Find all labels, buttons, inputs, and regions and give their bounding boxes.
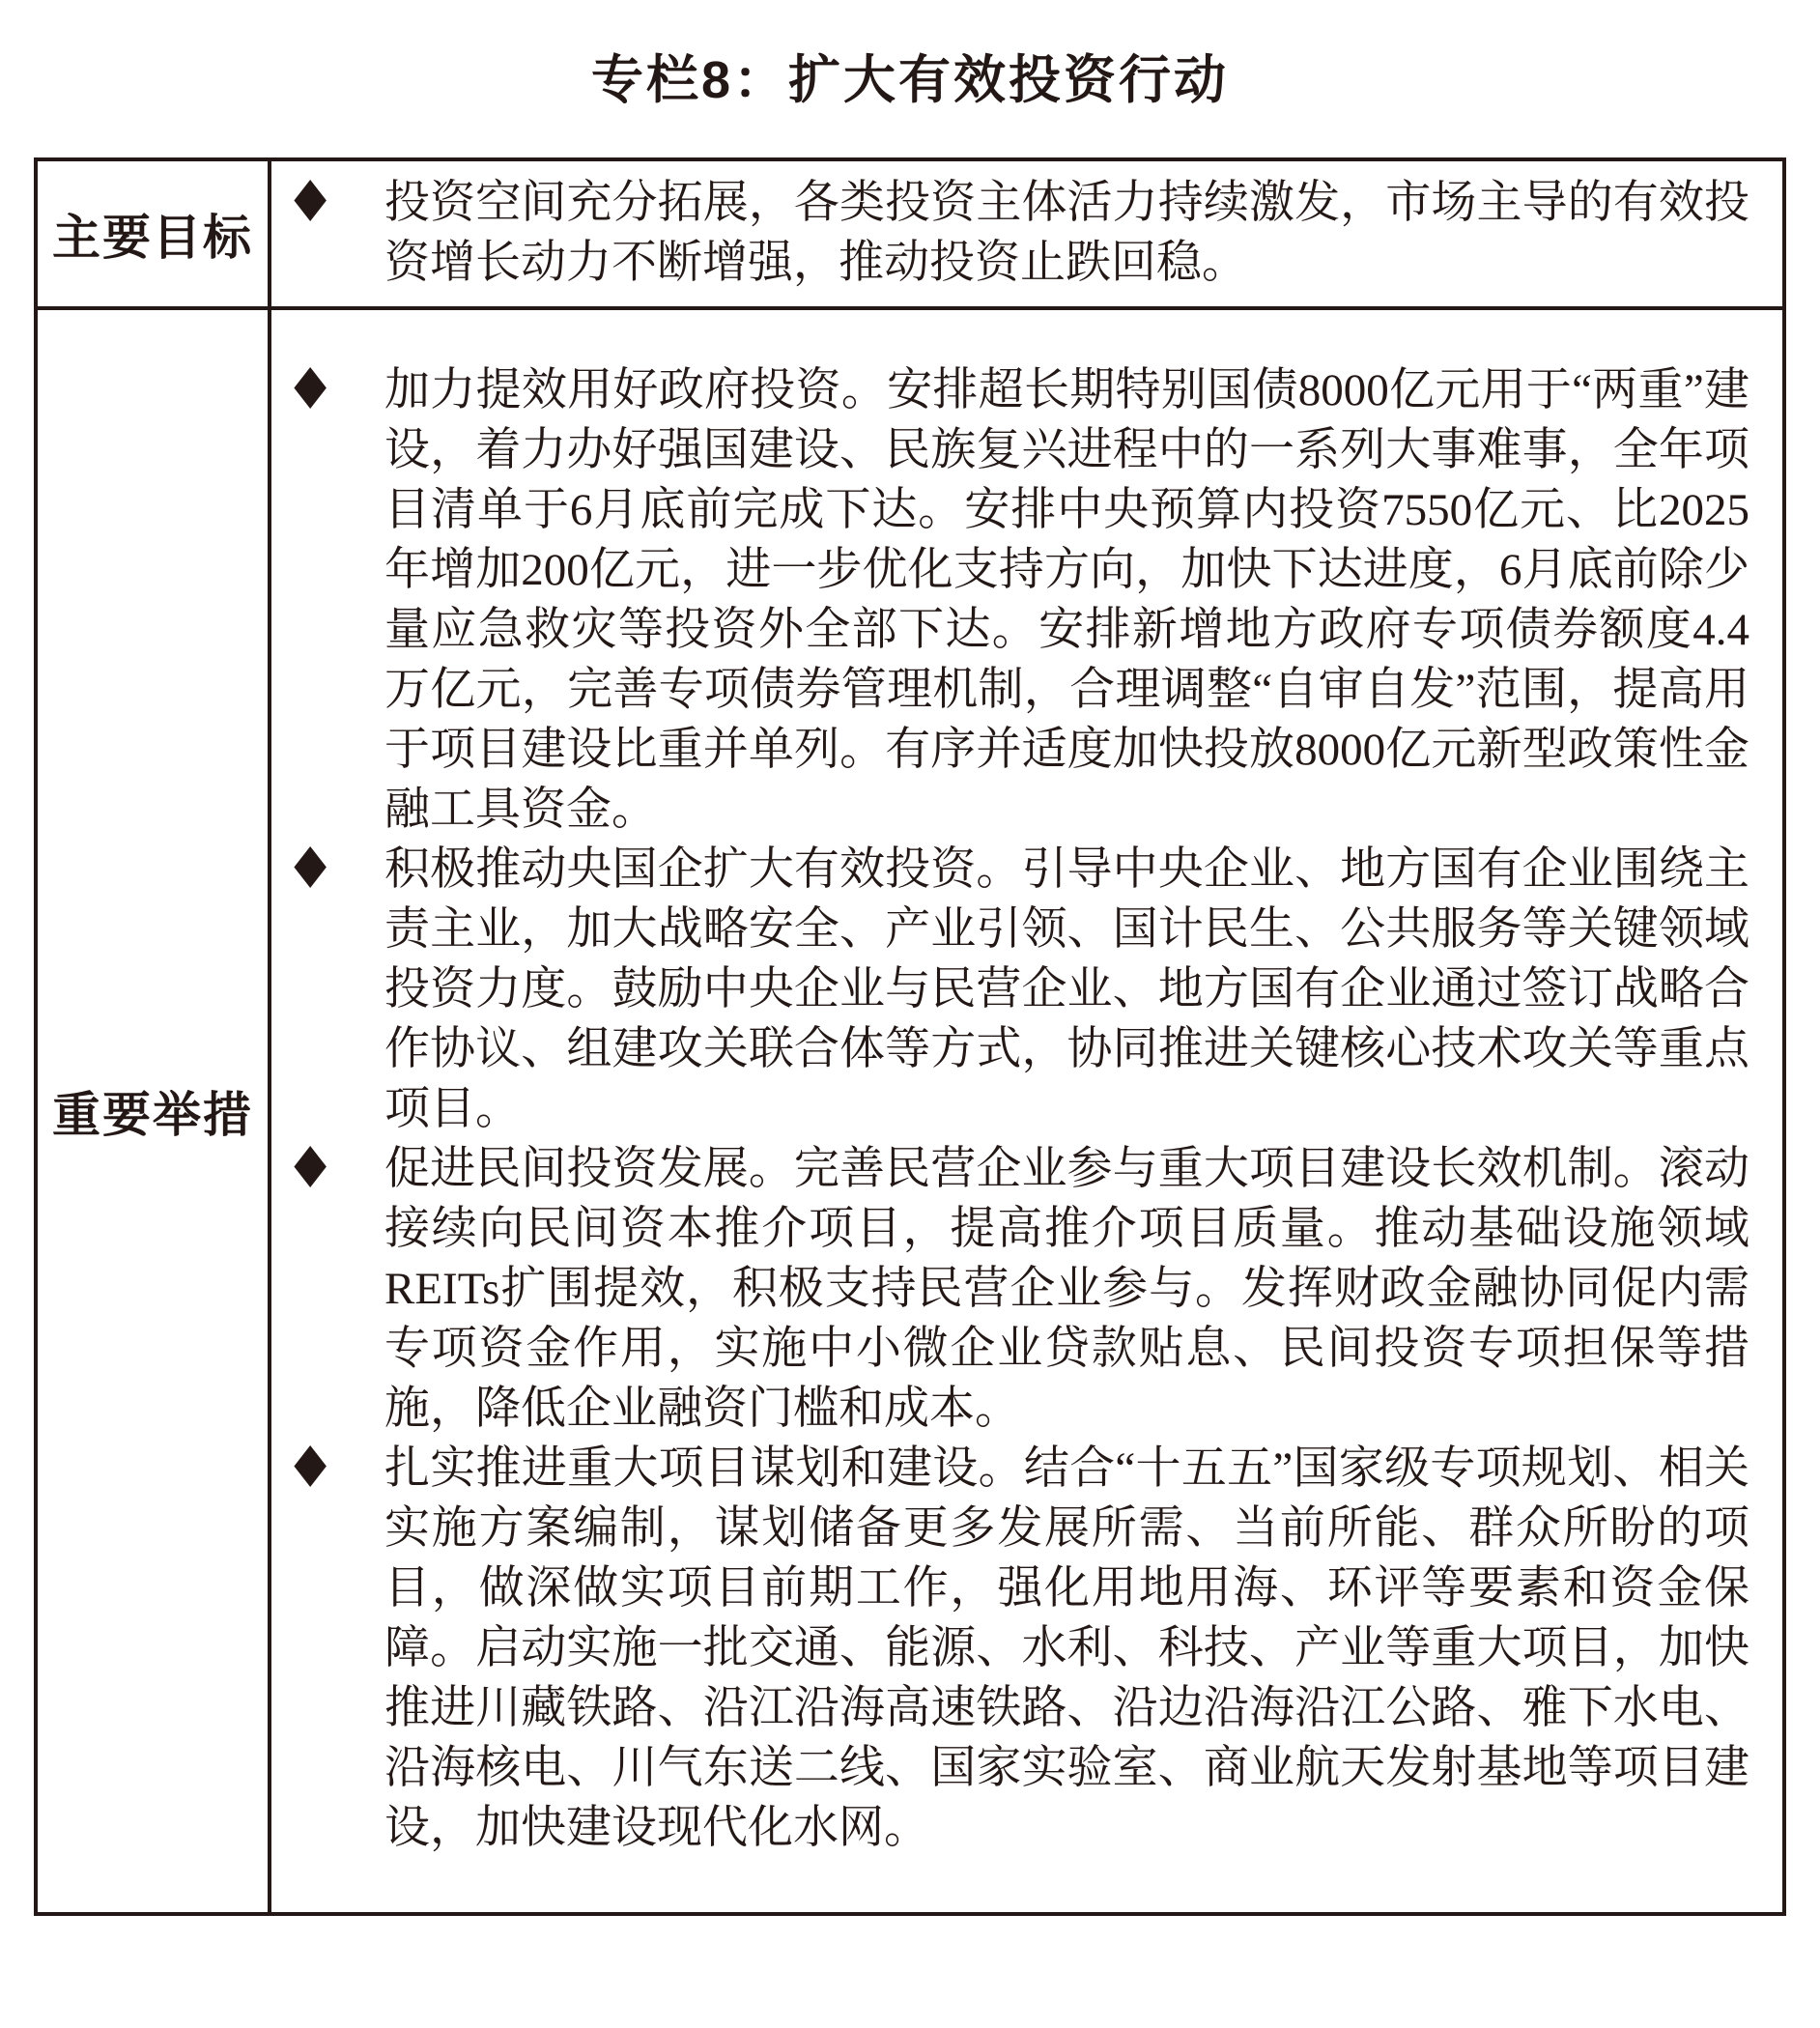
diamond-bullet-icon: ◆ — [294, 366, 327, 414]
bullet-text: 积极推动央国企扩大有效投资。引导中央企业、地方国有企业围绕主责主业，加大战略安全、产业引领、国计民生、公共服务等关键领域投资力度。鼓励中央企业与民营企业、地方国有企业通过签订战略合作协议、组建攻关联合体等方式，协同推进关键核心技术攻关等重点项目。 — [384, 844, 1749, 1134]
list-item — [292, 360, 1749, 840]
row-label-key-measures: 重要举措 — [36, 308, 270, 1914]
table-row-main-goals — [36, 159, 1784, 308]
document-page — [0, 39, 1820, 1916]
table-row-key-measures — [36, 308, 1784, 1914]
list-item — [292, 1139, 1749, 1439]
bullet-text: 扎实推进重大项目谋划和建设。结合“十五五”国家级专项规划、相关实施方案编制，谋划储备更多发展所需、当前所能、群众所盼的项目，做深做实项目前期工作，强化用地用海、环评等要素和资金保障。启动实施一批交通、能源、水利、科技、产业等重大项目，加快推进川藏铁路、沿江沿海高速铁路、沿边沿海沿江公路、雅下水电、沿海核电、川气东送二线、国家实验室、商业航天发射基地等项目建设，加快建设现代化水网。 — [384, 1443, 1749, 1853]
list-item — [292, 840, 1749, 1139]
diamond-bullet-icon: ◆ — [294, 179, 327, 226]
policy-box-table — [34, 157, 1786, 1916]
diamond-bullet-icon: ◆ — [294, 1145, 327, 1192]
diamond-bullet-icon: ◆ — [294, 1444, 327, 1492]
page-title: 专栏8：扩大有效投资行动 — [590, 51, 1230, 109]
bullet-text: 促进民间投资发展。完善民营企业参与重大项目建设长效机制。滚动接续向民间资本推介项目，提高推介项目质量。推动基础设施领域REITs扩围提效，积极支持民营企业参与。发挥财政金融协同促内需专项资金作用，实施中小微企业贷款贴息、民间投资专项担保等措施，降低企业融资门槛和成本。 — [384, 1144, 1749, 1434]
bullet-text: 投资空间充分拓展，各类投资主体活力持续激发，市场主导的有效投资增长动力不断增强，推动投资止跌回稳。 — [384, 178, 1749, 288]
diamond-bullet-icon: ◆ — [294, 845, 327, 893]
list-item — [292, 173, 1749, 293]
main-goals-content-cell — [270, 159, 1784, 308]
key-measures-content-cell — [270, 308, 1784, 1914]
row-label-main-goals: 主要目标 — [36, 159, 270, 308]
bullet-text: 加力提效用好政府投资。安排超长期特别国债8000亿元用于“两重”建设，着力办好强国建设、民族复兴进程中的一系列大事难事，全年项目清单于6月底前完成下达。安排中央预算内投资7550亿元、比2025年增加200亿元，进一步优化支持方向，加快下达进度，6月底前除少量应急救灾等投资外全部下达。安排新增地方政府专项债券额度4.4万亿元，完善专项债券管理机制，合理调整“自审自发”范围，提高用于项目建设比重并单列。有序并适度加快投放8000亿元新型政策性金融工具资金。 — [384, 365, 1749, 835]
list-item — [292, 1439, 1749, 1858]
